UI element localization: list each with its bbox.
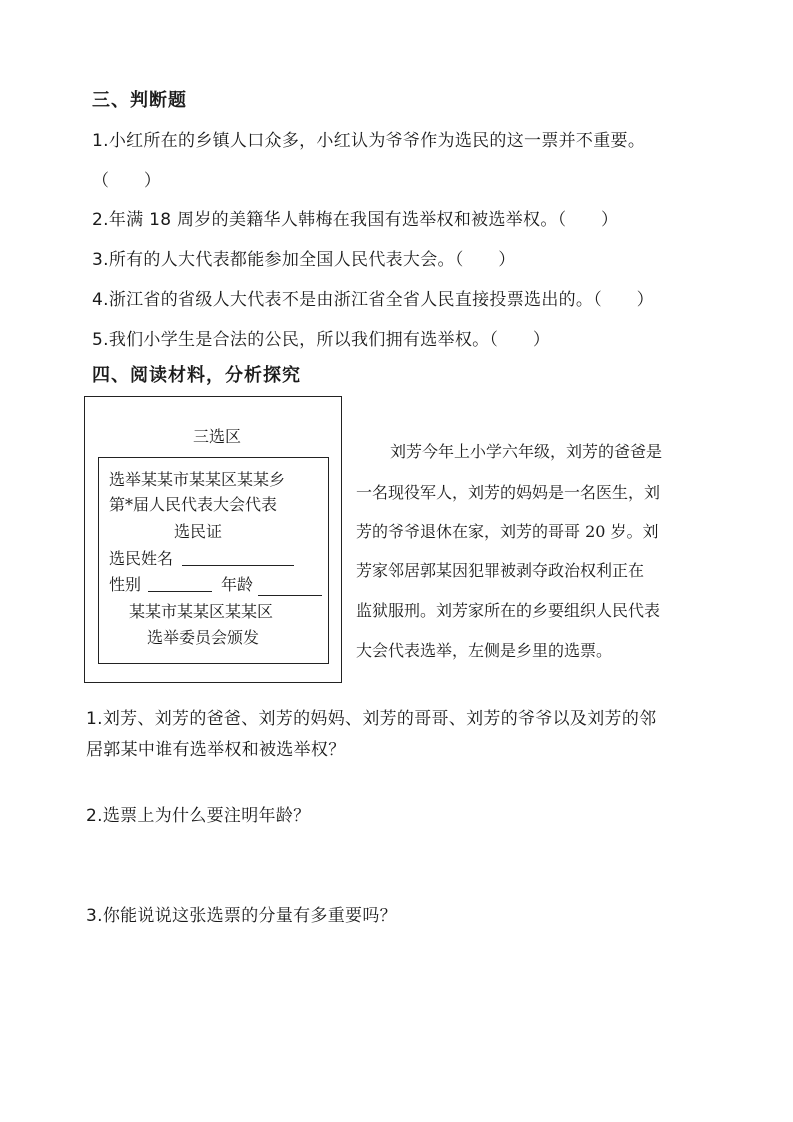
- issuer-line-1: 某某市某某区某某区: [129, 602, 274, 621]
- certificate-line-1: 选举某某市某某区某某乡: [109, 470, 286, 489]
- judge-question-5: 5.我们小学生是合法的公民，所以我们拥有选举权。（ ）: [92, 330, 551, 350]
- judge-question-3: 3.所有的人大代表都能参加全国人民代表大会。（ ）: [92, 250, 516, 270]
- voter-name-blank: [182, 565, 294, 566]
- certificate-line-2: 第*届人民代表大会代表: [109, 495, 278, 514]
- analysis-question-1-line2: 居郭某中谁有选举权和被选举权？: [86, 740, 346, 760]
- material-line-5: 监狱服刑。刘芳家所在的乡要组织人民代表: [356, 601, 661, 620]
- certificate-title: 选民证: [174, 522, 223, 541]
- material-line-4: 芳家邻居郭某因犯罪被剥夺政治权利正在: [356, 561, 645, 580]
- analysis-question-3: 3.你能说说这张选票的分量有多重要吗？: [86, 906, 397, 926]
- section3-heading: 三、判断题: [92, 90, 187, 111]
- analysis-question-1-line1: 1.刘芳、刘芳的爸爸、刘芳的妈妈、刘芳的哥哥、刘芳的爷爷以及刘芳的邻: [86, 709, 657, 729]
- material-line-2: 一名现役军人，刘芳的妈妈是一名医生，刘: [356, 483, 661, 502]
- ballot-title: 三选区: [193, 427, 242, 446]
- material-line-1: 刘芳今年上小学六年级，刘芳的爸爸是: [390, 442, 663, 461]
- section4-heading: 四、阅读材料，分析探究: [92, 365, 301, 386]
- voter-name-label: 选民姓名: [109, 549, 174, 568]
- gender-label: 性别: [109, 575, 142, 594]
- judge-question-1-line1: 1.小红所在的乡镇人口众多，小红认为爷爷作为选民的这一票并不重要。: [92, 131, 646, 151]
- judge-question-2: 2.年满 18 周岁的美籍华人韩梅在我国有选举权和被选举权。（ ）: [92, 210, 619, 230]
- analysis-question-2: 2.选票上为什么要注明年龄？: [86, 806, 311, 826]
- material-line-6: 大会代表选举，左侧是乡里的选票。: [356, 641, 613, 660]
- gender-blank: [148, 591, 212, 592]
- age-blank: [258, 595, 322, 596]
- age-label: 年龄: [221, 575, 254, 594]
- issuer-line-2: 选举委员会颁发: [147, 628, 260, 647]
- judge-question-1-answer-blank: （ ）: [92, 171, 162, 191]
- material-line-3: 芳的爷爷退休在家，刘芳的哥哥 20 岁。刘: [356, 522, 659, 541]
- judge-question-4: 4.浙江省的省级人大代表不是由浙江省全省人民直接投票选出的。（ ）: [92, 290, 654, 310]
